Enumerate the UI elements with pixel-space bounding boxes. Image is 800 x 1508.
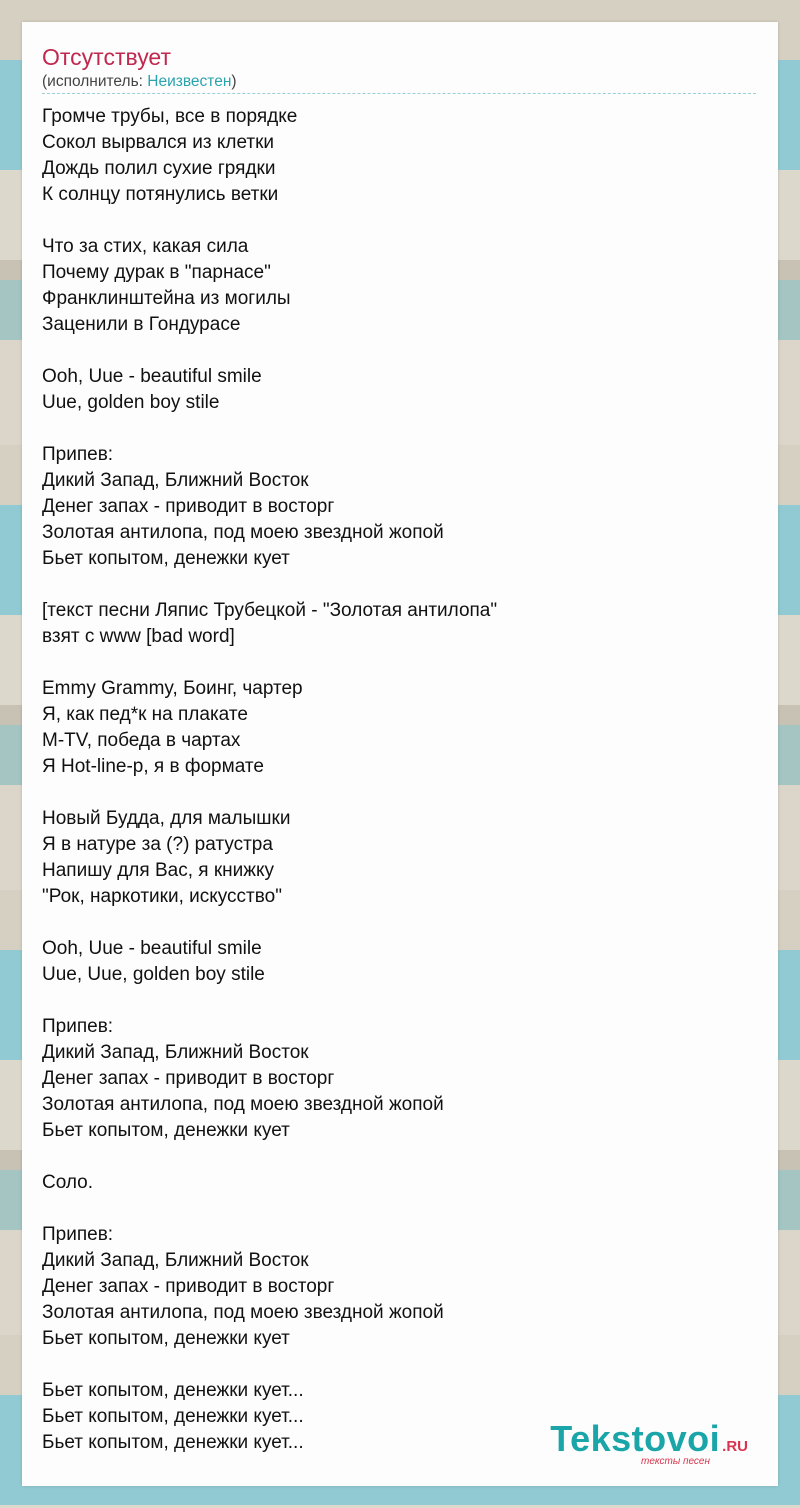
lyric-line	[42, 416, 758, 442]
lyrics-card	[22, 22, 778, 1486]
lyric-line: Сокол вырвался из клетки	[42, 132, 275, 153]
lyric-line: Uue, Uue, golden boy stile	[42, 964, 265, 985]
lyric-line: Я Hot-line-р, я в формате	[42, 756, 264, 777]
lyric-line: "Рок, наркотики, искусство"	[42, 886, 282, 907]
lyric-line: M-TV, победа в чартах	[42, 730, 241, 751]
site-logo[interactable]	[550, 1418, 748, 1467]
lyric-line: Соло.	[42, 1172, 94, 1193]
lyric-line: Я в натуре за (?) ратустра	[42, 834, 273, 855]
lyric-line: Громче трубы, все в порядке	[42, 106, 298, 127]
lyric-line	[42, 988, 758, 1014]
lyric-line	[42, 910, 758, 936]
lyric-line: Дикий Запад, Ближний Восток	[42, 1042, 309, 1063]
lyric-line: Бьет копытом, денежки кует	[42, 1120, 290, 1141]
lyric-line: Заценили в Гондурасе	[42, 314, 241, 335]
lyric-line: Денег запах - приводит в восторг	[42, 1068, 335, 1089]
lyric-line: Припев:	[42, 444, 114, 465]
lyric-line: Франклинштейна из могилы	[42, 288, 291, 309]
lyric-line: Денег запах - приводит в восторг	[42, 496, 335, 517]
lyric-line	[42, 780, 758, 806]
lyric-line: Я, как пед*к на плакате	[42, 704, 248, 725]
lyric-line: Бьет копытом, денежки кует...	[42, 1380, 304, 1401]
lyric-line: Почему дурак в "парнасе"	[42, 262, 271, 283]
artist-prefix: (исполнитель:	[42, 73, 148, 90]
lyric-line	[42, 1352, 758, 1378]
lyric-line: Uue, golden boy stile	[42, 392, 220, 413]
lyric-line	[42, 650, 758, 676]
artist-link[interactable]: Неизвестен	[147, 73, 232, 90]
artist-suffix: )	[231, 73, 237, 90]
lyric-line: Ooh, Uue - beautiful smile	[42, 366, 262, 387]
lyrics-text	[42, 104, 758, 1456]
lyric-line: Напишу для Вас, я книжку	[42, 860, 274, 881]
lyric-line: Дикий Запад, Ближний Восток	[42, 1250, 309, 1271]
lyric-line: Бьет копытом, денежки кует	[42, 1328, 290, 1349]
lyric-line	[42, 572, 758, 598]
song-title: Отсутствует	[42, 44, 171, 70]
lyric-line: Бьет копытом, денежки кует...	[42, 1432, 304, 1453]
lyric-line: К солнцу потянулись ветки	[42, 184, 279, 205]
lyric-line: Дождь полил сухие грядки	[42, 158, 276, 179]
lyric-line	[42, 1144, 758, 1170]
logo-name: Tekstovoi	[550, 1418, 721, 1459]
lyric-line: Что за стих, какая сила	[42, 236, 249, 257]
lyric-line	[42, 1196, 758, 1222]
lyric-line: Emmy Grammy, Боинг, чартер	[42, 678, 303, 699]
lyric-line: Золотая антилопа, под моею звездной жопой	[42, 522, 444, 543]
lyric-line: Денег запах - приводит в восторг	[42, 1276, 335, 1297]
lyric-line	[42, 208, 758, 234]
lyric-line: Ooh, Uue - beautiful smile	[42, 938, 262, 959]
logo-tld: .RU	[722, 1438, 748, 1455]
lyric-line: Золотая антилопа, под моею звездной жопой	[42, 1302, 444, 1323]
lyric-line: Дикий Запад, Ближний Восток	[42, 470, 309, 491]
lyric-line	[42, 338, 758, 364]
lyric-line: Припев:	[42, 1016, 114, 1037]
lyric-line: взят с www [bad word]	[42, 626, 235, 647]
lyric-line: Бьет копытом, денежки кует	[42, 548, 290, 569]
lyric-line: Золотая антилопа, под моею звездной жопой	[42, 1094, 444, 1115]
logo-tagline: тексты песен	[641, 1456, 710, 1467]
lyric-line: Новый Будда, для малышки	[42, 808, 291, 829]
lyric-line: Бьет копытом, денежки кует...	[42, 1406, 304, 1427]
artist-line	[42, 72, 237, 92]
lyric-line: [текст песни Ляпис Трубецкой - "Золотая антилопа"	[42, 600, 498, 621]
header-divider	[42, 93, 756, 94]
lyric-line: Припев:	[42, 1224, 114, 1245]
